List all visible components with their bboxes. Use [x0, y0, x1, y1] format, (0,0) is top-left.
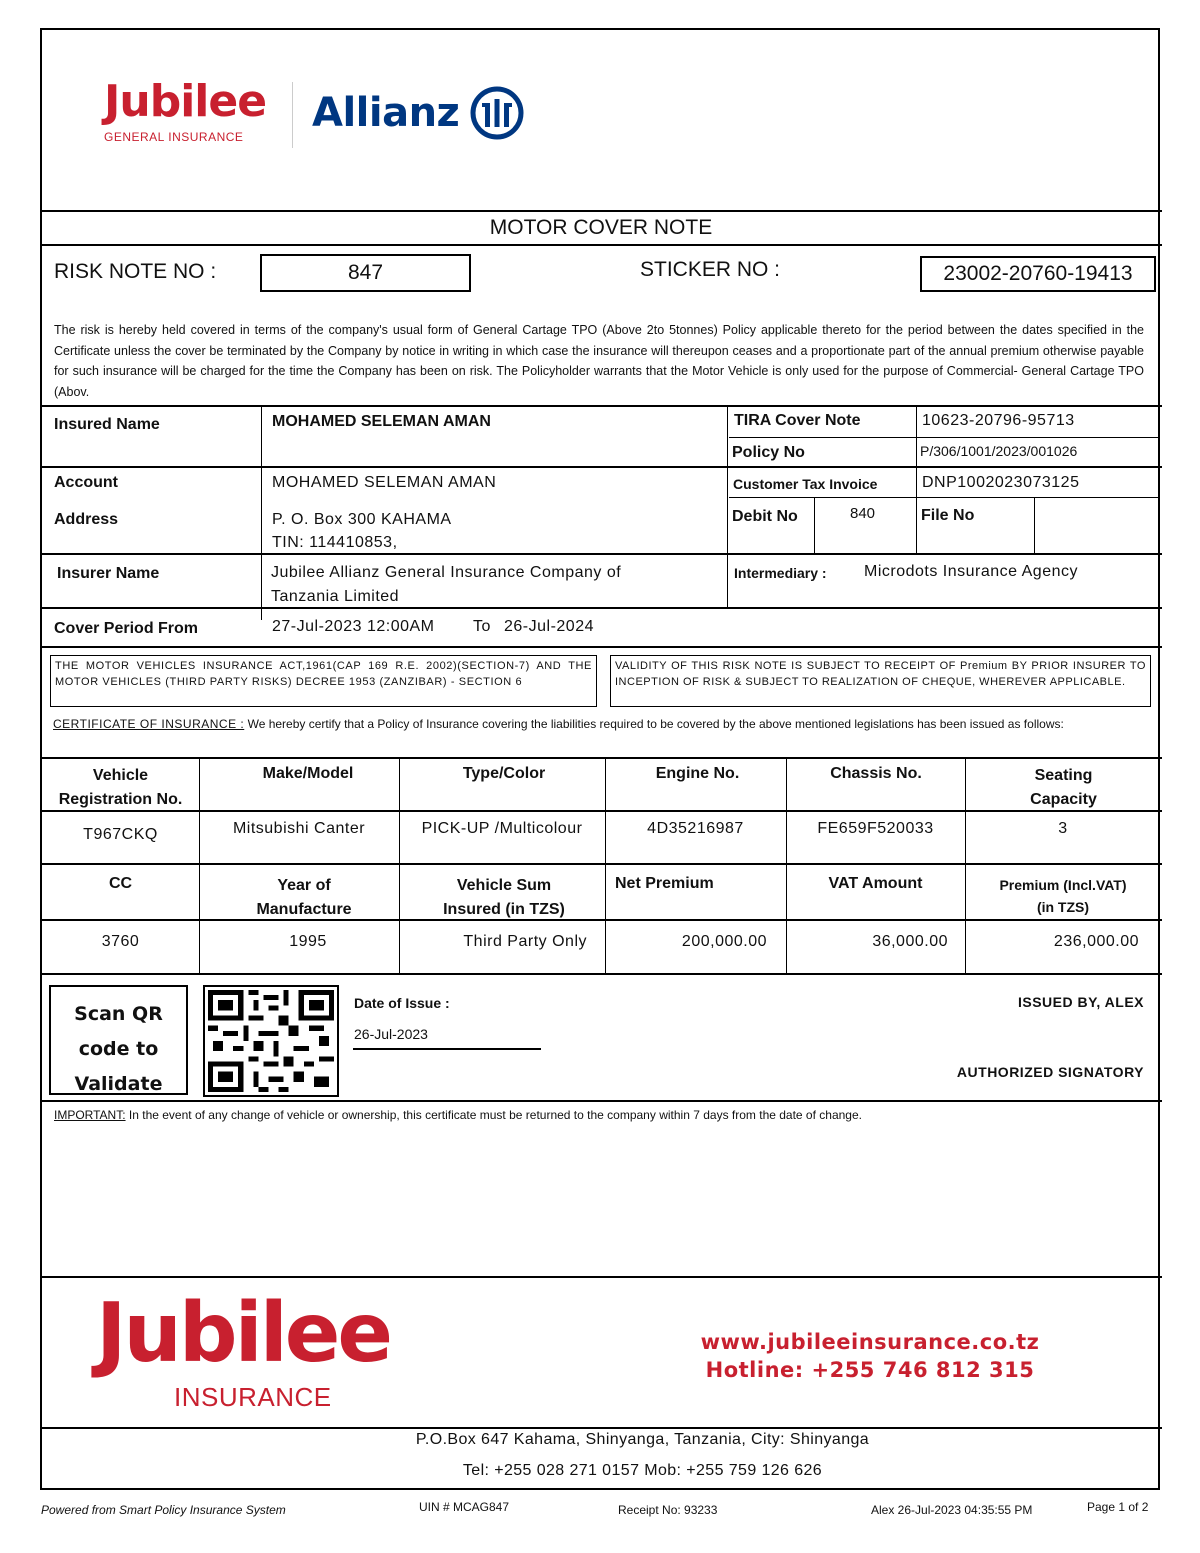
date-underline — [353, 1048, 541, 1050]
jubilee-top-logo-text: Jubilee — [104, 76, 267, 127]
jubilee-bottom-logo-sub: INSURANCE — [174, 1382, 332, 1412]
intermediary-value: Microdots Insurance Agency — [864, 563, 1078, 580]
address-line1: P. O. Box 300 KAHAMA — [272, 511, 452, 528]
legal-act-box — [50, 655, 597, 707]
intermediary-label: Intermediary : — [734, 565, 827, 581]
policy-label: Policy No — [732, 444, 805, 461]
file-label: File No — [921, 507, 975, 524]
insurer-line1: Jubilee Allianz General Insurance Company of — [271, 564, 622, 581]
th-make-model: Make/Model — [262, 765, 354, 782]
risk-note-value-box — [260, 254, 471, 292]
tira-value: 10623-20796-95713 — [922, 412, 1075, 429]
cover-period-from: 27-Jul-2023 12:00AM — [272, 618, 435, 635]
insured-name-label: Insured Name — [54, 416, 160, 433]
sticker-value: 23002-20760-19413 — [943, 262, 1133, 285]
sticker-value-box — [920, 256, 1156, 292]
td-cc: 3760 — [101, 933, 140, 950]
date-of-issue-label: Date of Issue : — [354, 995, 450, 1011]
footer-powered: Powered from Smart Policy Insurance System — [41, 1503, 286, 1517]
footer-uin: UIN # MCAG847 — [419, 1500, 510, 1514]
td-registration: T967CKQ — [83, 826, 158, 843]
th-engine-no: Engine No. — [655, 765, 740, 782]
qr-code-box[interactable] — [203, 985, 339, 1097]
th-sum-insured: Vehicle Sum Insured (in TZS) — [443, 877, 565, 918]
important-label: IMPORTANT: — [54, 1108, 126, 1122]
td-chassis-no: FE659F520033 — [817, 820, 934, 837]
th-seating-capacity: Seating Capacity — [1030, 767, 1097, 808]
legal-act-text: THE MOTOR VEHICLES INSURANCE ACT,1961(CAP 169 R.E. 2002)(SECTION-7) AND THE MOTOR VEHICLES (THIRD PARTY RISKS) DECREE 1953 (ZANZIBAR) - SECTION 6 — [55, 660, 592, 688]
certificate-statement — [53, 716, 1141, 733]
qr-label-box — [49, 985, 188, 1095]
allianz-logo — [312, 88, 525, 138]
footer-receipt: Receipt No: 93233 — [618, 1503, 718, 1517]
cover-period-to-label: To — [473, 618, 491, 635]
th-net-premium: Net Premium — [615, 875, 714, 892]
th-vehicle-registration: Vehicle Registration No. — [58, 767, 183, 808]
jubilee-top-logo — [104, 78, 274, 150]
th-year: Year of Manufacture — [256, 877, 352, 918]
website-link[interactable]: www.jubileeinsurance.co.tz — [700, 1330, 1040, 1354]
insured-name-value: MOHAMED SELEMAN AMAN — [272, 413, 491, 430]
policy-value: P/306/1001/2023/001026 — [920, 443, 1078, 459]
important-text: In the event of any change of vehicle or ownership, this certificate must be returned to the company within 7 days from the date of change. — [125, 1108, 862, 1122]
th-type-color: Type/Color — [462, 765, 546, 782]
th-premium-incl-vat: Premium (Incl.VAT) (in TZS) — [999, 877, 1127, 915]
qr-label-line3: Validate — [74, 1073, 163, 1095]
cover-period-label: Cover Period From — [54, 620, 199, 637]
footer-timestamp: Alex 26-Jul-2023 04:35:55 PM — [871, 1503, 1033, 1517]
account-label: Account — [54, 474, 118, 491]
issued-by: ISSUED BY, ALEX — [1017, 994, 1144, 1010]
jubilee-bottom-logo-text: Jubilee — [96, 1286, 391, 1381]
jubilee-top-logo-sub: GENERAL INSURANCE — [104, 130, 244, 144]
td-year: 1995 — [289, 933, 327, 950]
authorized-signatory: AUTHORIZED SIGNATORY — [956, 1064, 1144, 1080]
qr-label-line1: Scan QR — [74, 1003, 163, 1025]
td-sum-insured: Third Party Only — [463, 933, 587, 950]
document-frame — [40, 28, 1160, 1490]
tax-invoice-label: Customer Tax Invoice — [733, 476, 878, 492]
allianz-eagle-icon — [469, 85, 525, 141]
th-cc: CC — [108, 875, 133, 892]
logo-divider — [292, 82, 293, 148]
cover-period-to: 26-Jul-2024 — [504, 618, 594, 635]
validity-text: VALIDITY OF THIS RISK NOTE IS SUBJECT TO RECEIPT OF Premium BY PRIOR INSURER TO INCEPTION OF RISK & SUBJECT TO REALIZATION OF CHEQUE, WHEREVER APPLICABLE. — [615, 660, 1146, 688]
th-chassis-no: Chassis No. — [830, 765, 922, 782]
important-notice — [54, 1108, 1144, 1122]
debit-label: Debit No — [732, 508, 798, 525]
address-label: Address — [54, 511, 119, 528]
intro-paragraph: The risk is hereby held covered in terms of the company's usual form of General Cartage TPO (Above 2to 5tonnes) Policy applicable thereto for the period between the dates specified in the Certificate unless the cover be terminated by the Company by notice in writing in which case the insurance will thereupon ceases and a proportionate part of the annual premium otherwise payable for such insurance will be charged for the time the Company has been on risk. The Policyholder warrants that the Motor Vehicle is only used for the purpose of Commercial- General Cartage TPO (Abov. — [54, 323, 1144, 399]
certificate-text: We hereby certify that a Policy of Insurance covering the liabilities required to be covered by the above mentioned legislations has been issued as follows: — [244, 717, 1064, 731]
qr-code-icon — [208, 990, 334, 1092]
certificate-heading: CERTIFICATE OF INSURANCE : — [53, 717, 245, 731]
footer-page-number: Page 1 of 2 — [1087, 1500, 1149, 1514]
risk-note-value: 847 — [347, 261, 384, 284]
hotline: Hotline: +255 746 812 315 — [705, 1358, 1035, 1382]
debit-value: 840 — [850, 505, 876, 522]
address-line2: TIN: 114410853, — [272, 534, 398, 551]
td-engine-no: 4D35216987 — [647, 820, 744, 837]
td-make-model: Mitsubishi Canter — [232, 820, 366, 837]
qr-label-line2: code to — [78, 1038, 159, 1060]
account-value: MOHAMED SELEMAN AMAN — [272, 474, 497, 491]
document-title: MOTOR COVER NOTE — [489, 216, 713, 239]
insurer-label: Insurer Name — [57, 565, 160, 582]
jubilee-bottom-logo — [96, 1286, 426, 1420]
td-seating: 3 — [1058, 820, 1068, 837]
sticker-label: STICKER NO : — [640, 258, 781, 281]
telephone: Tel: +255 028 271 0157 Mob: +255 759 126 626 — [462, 1462, 823, 1479]
tax-invoice-value: DNP1002023073125 — [922, 474, 1080, 491]
td-type-color: PICK-UP /Multicolour — [421, 820, 583, 837]
td-net-premium: 200,000.00 — [681, 933, 767, 950]
th-vat-amount: VAT Amount — [828, 875, 923, 892]
risk-note-label: RISK NOTE NO : — [54, 260, 217, 283]
td-vat-amount: 36,000.00 — [872, 933, 948, 950]
allianz-logo-text: Allianz — [312, 90, 460, 136]
insurer-line2: Tanzania Limited — [271, 588, 400, 605]
td-premium-incl-vat: 236,000.00 — [1053, 933, 1139, 950]
date-of-issue-value: 26-Jul-2023 — [354, 1026, 428, 1042]
postal-address: P.O.Box 647 Kahama, Shinyanga, Tanzania, City: Shinyanga — [415, 1431, 870, 1448]
tira-label: TIRA Cover Note — [734, 412, 861, 429]
validity-box — [610, 655, 1151, 707]
